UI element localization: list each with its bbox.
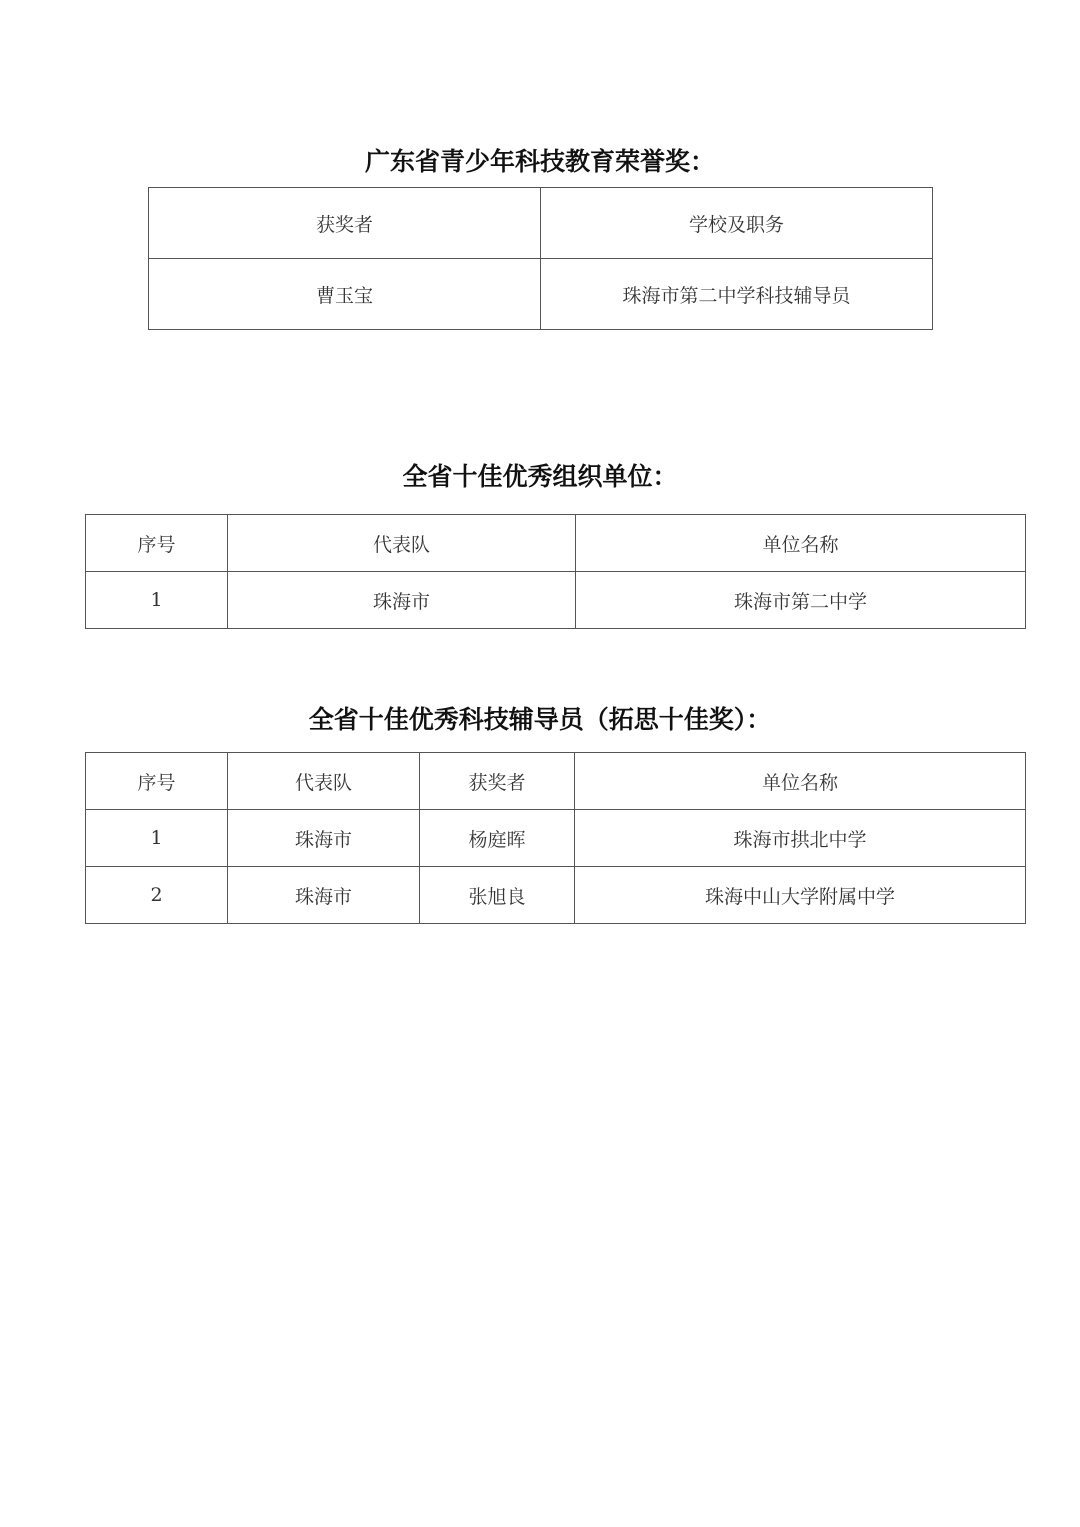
header-team: 代表队 xyxy=(228,753,420,810)
cell-awardee: 曹玉宝 xyxy=(149,259,541,330)
top-ten-tutor-table xyxy=(85,752,1026,924)
section3-title: 全省十佳优秀科技辅导员（拓思十佳奖）： xyxy=(308,705,772,734)
top-ten-organization-table xyxy=(85,514,1026,629)
section1-title: 广东省青少年科技教育荣誉奖： xyxy=(364,147,715,176)
cell-unit-name: 珠海中山大学附属中学 xyxy=(575,867,1026,924)
table-row xyxy=(149,259,933,330)
section2-title: 全省十佳优秀组织单位： xyxy=(402,462,678,491)
table-row xyxy=(86,867,1026,924)
table-row xyxy=(86,572,1026,629)
header-unit-name: 单位名称 xyxy=(576,515,1026,572)
cell-school-position: 珠海市第二中学科技辅导员 xyxy=(541,259,933,330)
header-awardee: 获奖者 xyxy=(149,188,541,259)
cell-number: 1 xyxy=(86,810,228,867)
cell-team: 珠海市 xyxy=(228,810,420,867)
table-header-row xyxy=(86,515,1026,572)
header-awardee: 获奖者 xyxy=(420,753,575,810)
table-header-row xyxy=(149,188,933,259)
cell-team: 珠海市 xyxy=(228,867,420,924)
header-number: 序号 xyxy=(86,515,228,572)
cell-awardee: 杨庭晖 xyxy=(420,810,575,867)
cell-unit-name: 珠海市拱北中学 xyxy=(575,810,1026,867)
table-row xyxy=(86,810,1026,867)
header-number: 序号 xyxy=(86,753,228,810)
cell-number: 1 xyxy=(86,572,228,629)
cell-number: 2 xyxy=(86,867,228,924)
cell-team: 珠海市 xyxy=(228,572,576,629)
header-unit-name: 单位名称 xyxy=(575,753,1026,810)
header-team: 代表队 xyxy=(228,515,576,572)
cell-awardee: 张旭良 xyxy=(420,867,575,924)
table-header-row xyxy=(86,753,1026,810)
cell-unit-name: 珠海市第二中学 xyxy=(576,572,1026,629)
header-school-position: 学校及职务 xyxy=(541,188,933,259)
honor-award-table xyxy=(148,187,933,330)
